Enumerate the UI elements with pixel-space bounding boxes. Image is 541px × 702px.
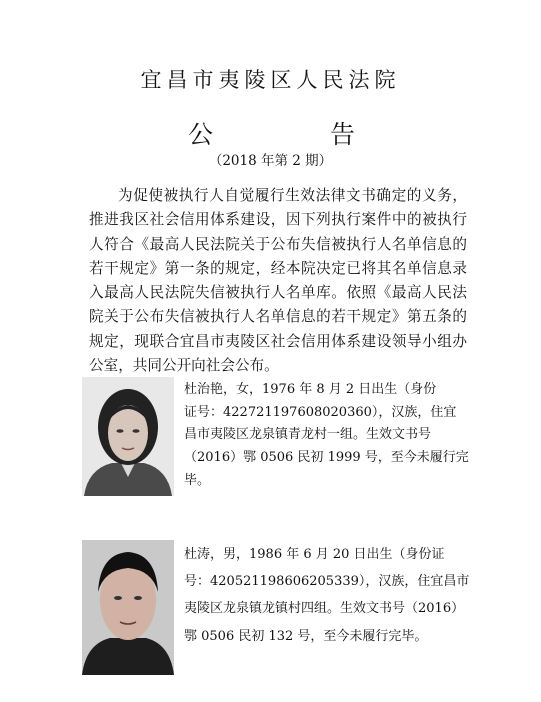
notice-heading-char-1: 公: [188, 120, 214, 149]
info-line: 鄂 0506 民初 132 号，至今未履行完毕。: [184, 628, 428, 644]
body-line: 失信被执行人名单信息的若干规定》第五条的规定，现联合: [89, 308, 467, 350]
info-line: 号：420521198606205339），汉族，住宜昌市: [184, 574, 470, 590]
info-line: 夷陵区龙泉镇龙镇村四组。生效文书号（2016）: [184, 601, 465, 617]
info-line: 证号：422721197608020360），汉族，住宜: [184, 404, 457, 420]
body-line: 民法院失信被执行人名单库。依照《最高人民法院关于公布: [89, 284, 467, 326]
body-line: 宜昌市夷陵区社会信用体系建设领导小组办公室，共同公开: [89, 332, 467, 375]
person-2-photo: [82, 540, 174, 675]
info-line: 昌市夷陵区龙泉镇青龙村一组。生效文书号: [184, 427, 432, 443]
person-1-info: [184, 379, 469, 493]
notice-heading-char-2: 告: [330, 120, 356, 149]
issue-number: （2018 年第 2 期）: [208, 153, 333, 169]
announcement-body: [89, 184, 467, 378]
body-line: 向社会公布。: [191, 357, 279, 375]
info-line: 杜治艳，女，1976 年 8 月 2 日出生（身份: [184, 382, 437, 397]
body-line: 为促使被执行人自觉履行生效法律文书确定的义务，推: [89, 187, 467, 229]
body-line: 进我区社会信用体系建设，因下列执行案件中的被执行人符: [89, 211, 467, 253]
info-line: 杜涛，男，1986 年 6 月 20 日出生（身份证: [184, 547, 445, 562]
body-line: 定》第一条的规定，经本院决定已将其名单信息录入最高人: [89, 259, 467, 302]
info-line: （2016）鄂 0506 民初 1999 号，至今未履行完: [184, 450, 469, 466]
person-2-info: [184, 541, 480, 650]
court-name-title: 宜昌市夷陵区人民法院: [140, 68, 401, 92]
body-line: 合《最高人民法院关于公布失信被执行人名单信息的若干规: [89, 235, 467, 277]
person-1-photo: [82, 377, 174, 496]
info-line: 毕。: [184, 472, 211, 488]
